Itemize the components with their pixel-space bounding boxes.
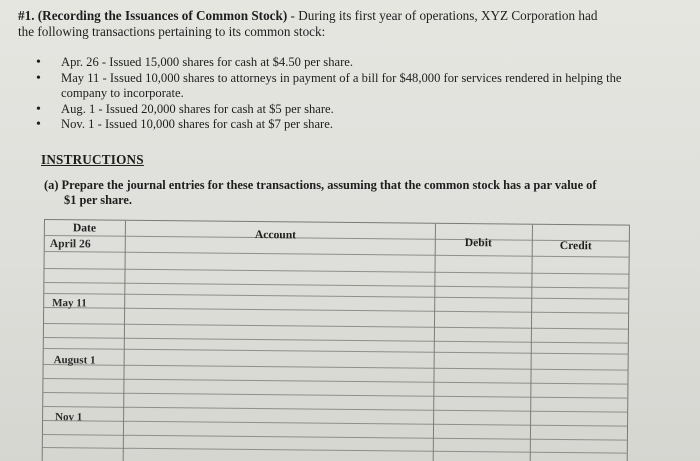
table-row: [44, 323, 628, 330]
list-item: [36, 102, 676, 118]
table-row: [43, 420, 627, 427]
table-row: [45, 251, 629, 258]
table-row: [45, 235, 629, 242]
column-divider: [122, 221, 125, 461]
part-a-prompt: [44, 178, 644, 208]
journal-table: [41, 219, 629, 461]
date-cell-nov-1: Nov 1: [55, 411, 83, 424]
table-row: [43, 378, 627, 385]
problem-intro-line2: the following transactions pertaining to its common stock:: [18, 24, 326, 39]
debit-header: Debit: [464, 236, 492, 250]
date-cell-april-26: April 26: [49, 237, 91, 251]
column-divider: [432, 224, 435, 461]
problem-heading: [18, 8, 658, 40]
list-item: [36, 117, 676, 133]
transaction-text: Nov. 1 - Issued 10,000 shares for cash at $7 per share.: [61, 117, 333, 131]
transaction-list: [36, 55, 676, 133]
date-cell-august-1: August 1: [53, 354, 96, 367]
table-row: [44, 307, 628, 314]
bullet-icon: •: [36, 70, 41, 86]
table-row: [43, 392, 627, 399]
table-row: [43, 434, 627, 441]
credit-header: Credit: [559, 238, 592, 253]
transaction-text: Aug. 1 - Issued 20,000 shares for cash at $5 per share.: [61, 101, 334, 116]
transaction-text-cont: company to incorporate.: [61, 86, 184, 100]
problem-intro: - During its first year of operations, XYZ Corporation had: [287, 8, 598, 23]
table-row: [43, 406, 627, 413]
table-row: [44, 348, 628, 355]
transaction-text: May 11 - Issued 10,000 shares to attorneys in payment of a bill for $48,000 for services rendered in helping the: [61, 70, 622, 85]
part-a-line2: $1 per share.: [64, 193, 133, 207]
part-a-line1: (a) Prepare the journal entries for these transactions, assuming that the common stock has a par value of: [44, 178, 597, 192]
table-row: [44, 364, 628, 371]
bullet-icon: •: [36, 55, 41, 70]
table-row: [44, 337, 628, 344]
instructions-heading: INSTRUCTIONS: [41, 152, 144, 167]
bullet-icon: •: [36, 117, 41, 132]
list-item: [36, 55, 676, 71]
bullet-icon: •: [36, 101, 41, 117]
list-item: [36, 71, 676, 102]
account-header: Account: [254, 228, 297, 242]
date-cell-may-11: May 11: [52, 297, 87, 310]
table-row: [44, 282, 628, 289]
table-row: [44, 293, 628, 300]
problem-title: (Recording the Issuances of Common Stock): [37, 8, 288, 23]
table-row: [45, 268, 629, 275]
transaction-text: Apr. 26 - Issued 15,000 shares for cash at $4.50 per share.: [61, 55, 354, 69]
table-row: [43, 447, 627, 454]
problem-number: #1.: [18, 8, 35, 23]
date-header: Date: [72, 221, 97, 235]
